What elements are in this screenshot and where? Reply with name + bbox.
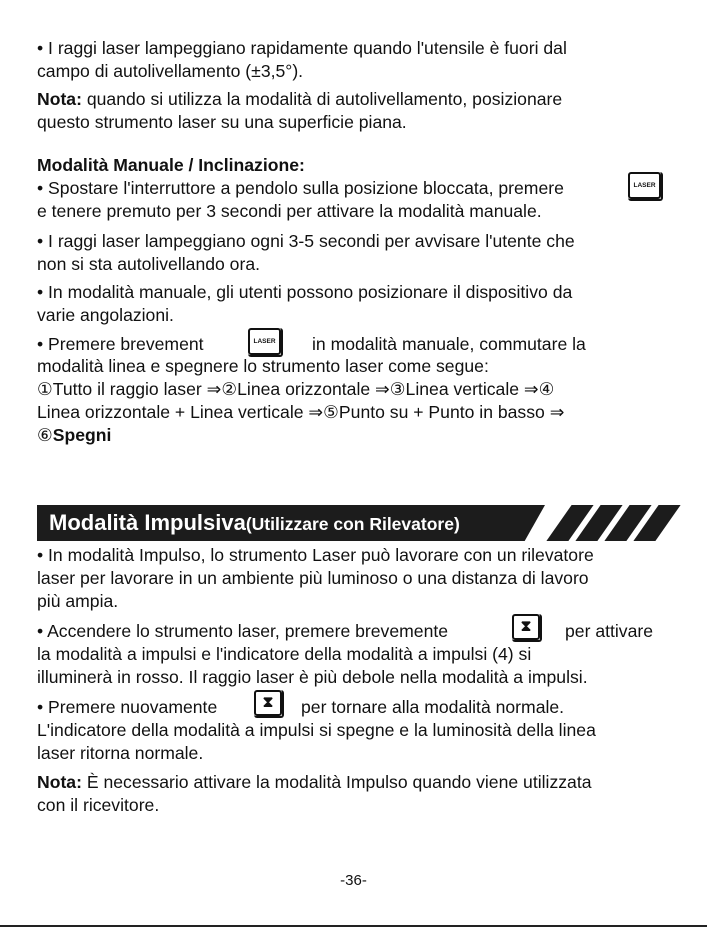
manual-bullet4-line2: modalità linea e spegnere lo strumento laser come segue: (37, 356, 489, 376)
manual-bullet1-line1 (37, 177, 564, 200)
bullet-out-of-range: • I raggi laser lampeggiano rapidamente quando l'utensile è fuori dal campo di autolivellamento (±3,5°). (37, 38, 567, 81)
pulse-paragraph3-start: • Premere nuovamente (37, 697, 218, 717)
pulse-paragraph3-line2: L'indicatore della modalità a impulsi si spegne e la luminosità della linea (37, 720, 596, 740)
sequence-step6-number: ⑥ (37, 425, 53, 445)
manual-bullet1-line2: e tenere premuto per 3 secondi per attivare la modalità manuale. (37, 201, 542, 221)
pulse-mode-banner (37, 505, 677, 541)
pulse-button-icon-inline: ⧗ (254, 690, 282, 716)
note-label: Nota: (37, 772, 82, 792)
pulse-paragraph3-end: per tornare alla modalità normale. (301, 697, 565, 717)
note-self-leveling (37, 88, 677, 134)
pulse-paragraph2-start: • Accendere lo strumento laser, premere brevemente (37, 621, 449, 641)
note-text: quando si utilizza la modalità di autolivellamento, posizionare questo strumento laser su una superficie piana. (37, 89, 563, 132)
manual-bullet4-start: • Premere brevement (37, 334, 204, 354)
note-text: È necessario attivare la modalità Impulso quando viene utilizzata con il ricevitore. (37, 772, 592, 815)
pulse-paragraph2-line3: illuminerà in rosso. Il raggio laser è più debole nella modalità a impulsi. (37, 667, 588, 687)
note-label: Nota: (37, 89, 82, 109)
manual-mode-heading: Modalità Manuale / Inclinazione: (37, 155, 305, 175)
sequence-line2: Linea orizzontale + Linea verticale ⇒⑤Punto su + Punto in basso ⇒ (37, 402, 565, 422)
pulse-paragraph2-end: per attivare (565, 621, 654, 641)
laser-button-icon-inline: LASER (248, 328, 281, 355)
manual-bullet4-end: in modalità manuale, commutare la (312, 334, 586, 354)
pulse-paragraph3-line3: laser ritorna normale. (37, 743, 204, 763)
banner-title (49, 507, 460, 540)
manual-bullet1-text: • Spostare l'interruttore a pendolo sulla posizione bloccata, premere (37, 178, 564, 198)
sequence-line1: ①Tutto il raggio laser ⇒②Linea orizzontale ⇒③Linea verticale ⇒④ (37, 379, 555, 399)
manual-bullet3: • In modalità manuale, gli utenti possono posizionare il dispositivo da varie angolazioni. (37, 282, 573, 325)
page-number: -36- (340, 872, 367, 889)
pulse-paragraph2-line2: la modalità a impulsi e l'indicatore della modalità a impulsi (4) si (37, 644, 532, 664)
sequence-step6-label: Spegni (52, 425, 112, 445)
pulse-paragraph1: • In modalità Impulso, lo strumento Laser può lavorare con un rilevatore laser per lavorare in un ambiente più luminoso o una distanza di lavoro più ampia. (37, 545, 594, 611)
banner-title-main: Modalità Impulsiva (49, 510, 246, 535)
banner-title-sub: (Utilizzare con Rilevatore) (245, 514, 460, 534)
sequence-line3 (37, 424, 111, 447)
laser-button-icon: LASER (628, 172, 661, 199)
pulse-button-icon: ⧗ (512, 614, 540, 640)
note-pulse-receiver (37, 771, 677, 817)
manual-bullet2: • I raggi laser lampeggiano ogni 3-5 secondi per avvisare l'utente che non si sta autolivellando ora. (37, 231, 575, 274)
